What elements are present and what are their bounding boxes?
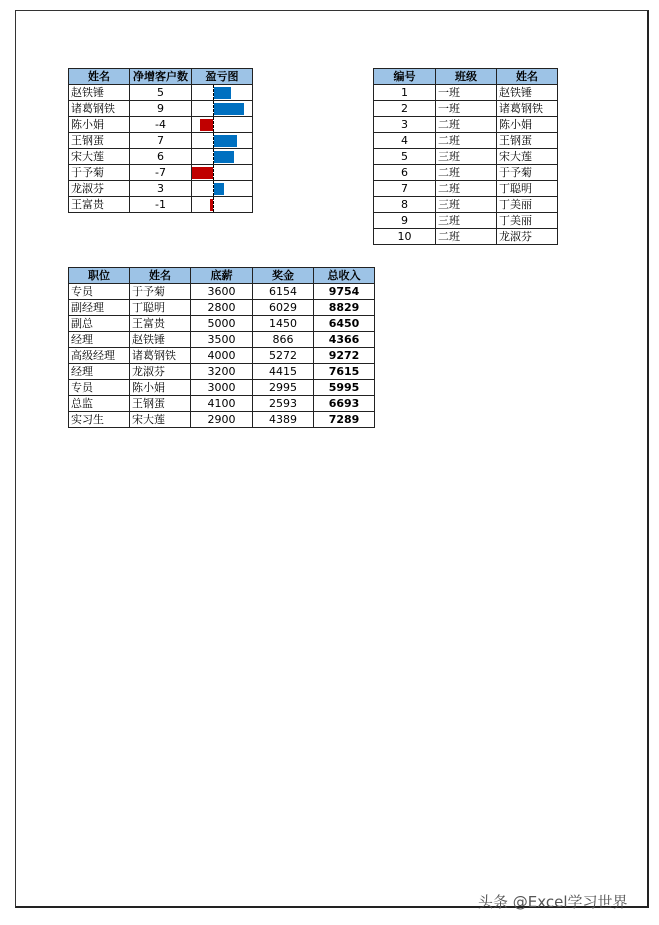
- table-row: [69, 412, 375, 428]
- cell-total-income[interactable]: 8829: [314, 300, 375, 316]
- cell-data-bar[interactable]: [192, 165, 253, 181]
- table-row: [374, 85, 558, 101]
- cell-class[interactable]: 一班: [436, 85, 497, 101]
- table-row: [69, 396, 375, 412]
- table-row: [69, 364, 375, 380]
- table-row: [69, 284, 375, 300]
- bar-axis: [213, 165, 214, 180]
- cell-name[interactable]: 龙淑芬: [497, 229, 558, 245]
- cell-net-customers[interactable]: 5: [130, 85, 192, 101]
- table-row: [374, 197, 558, 213]
- cell-number[interactable]: 10: [374, 229, 436, 245]
- cell-number[interactable]: 3: [374, 117, 436, 133]
- cell-bonus[interactable]: 5272: [253, 348, 314, 364]
- cell-data-bar[interactable]: [192, 117, 253, 133]
- cell-base-salary[interactable]: 3000: [191, 380, 253, 396]
- cell-name[interactable]: 丁聪明: [497, 181, 558, 197]
- cell-name[interactable]: 陈小娟: [497, 117, 558, 133]
- cell-bonus[interactable]: 4415: [253, 364, 314, 380]
- cell-name[interactable]: 于予菊: [69, 165, 130, 181]
- cell-position[interactable]: 副经理: [69, 300, 130, 316]
- cell-name[interactable]: 诸葛钢铁: [130, 348, 191, 364]
- cell-name[interactable]: 龙淑芬: [130, 364, 191, 380]
- cell-class[interactable]: 二班: [436, 133, 497, 149]
- cell-position[interactable]: 实习生: [69, 412, 130, 428]
- bar-negative: [192, 167, 214, 179]
- table-row: [69, 117, 253, 133]
- cell-class[interactable]: 二班: [436, 117, 497, 133]
- table-row: [374, 213, 558, 229]
- cell-name[interactable]: 丁美丽: [497, 197, 558, 213]
- cell-base-salary[interactable]: 3600: [191, 284, 253, 300]
- cell-total-income[interactable]: 5995: [314, 380, 375, 396]
- cell-name[interactable]: 丁聪明: [130, 300, 191, 316]
- cell-name[interactable]: 王富贵: [69, 197, 130, 213]
- cell-position[interactable]: 高级经理: [69, 348, 130, 364]
- table-row: [69, 149, 253, 165]
- cell-total-income[interactable]: 6693: [314, 396, 375, 412]
- cell-bonus[interactable]: 1450: [253, 316, 314, 332]
- header-net-customers[interactable]: 净增客户数: [130, 69, 192, 85]
- cell-number[interactable]: 7: [374, 181, 436, 197]
- cell-name[interactable]: 王钢蛋: [497, 133, 558, 149]
- cell-name[interactable]: 于予菊: [497, 165, 558, 181]
- table-row: [69, 181, 253, 197]
- table-row: [69, 165, 253, 181]
- header-name[interactable]: 姓名: [69, 69, 130, 85]
- cell-name[interactable]: 宋大莲: [497, 149, 558, 165]
- header-profit-loss-chart[interactable]: 盈亏图: [192, 69, 253, 85]
- bar-axis: [213, 197, 214, 212]
- cell-position[interactable]: 专员: [69, 380, 130, 396]
- cell-number[interactable]: 6: [374, 165, 436, 181]
- cell-number[interactable]: 2: [374, 101, 436, 117]
- cell-net-customers[interactable]: 3: [130, 181, 192, 197]
- cell-net-customers[interactable]: -7: [130, 165, 192, 181]
- cell-name[interactable]: 王钢蛋: [130, 396, 191, 412]
- cell-data-bar[interactable]: [192, 85, 253, 101]
- cell-number[interactable]: 1: [374, 85, 436, 101]
- table-header-row: [374, 69, 558, 85]
- cell-total-income[interactable]: 9272: [314, 348, 375, 364]
- cell-class[interactable]: 三班: [436, 213, 497, 229]
- salary-table: [68, 267, 375, 428]
- cell-number[interactable]: 9: [374, 213, 436, 229]
- cell-net-customers[interactable]: -4: [130, 117, 192, 133]
- cell-class[interactable]: 二班: [436, 181, 497, 197]
- table-row: [69, 101, 253, 117]
- table-row: [69, 300, 375, 316]
- bar-positive: [214, 103, 244, 115]
- cell-base-salary[interactable]: 5000: [191, 316, 253, 332]
- header-name[interactable]: 姓名: [130, 268, 191, 284]
- cell-bonus[interactable]: 4389: [253, 412, 314, 428]
- cell-name[interactable]: 赵铁锤: [69, 85, 130, 101]
- table-row: [374, 117, 558, 133]
- cell-position[interactable]: 经理: [69, 364, 130, 380]
- cell-name[interactable]: 诸葛钢铁: [69, 101, 130, 117]
- cell-position[interactable]: 经理: [69, 332, 130, 348]
- cell-net-customers[interactable]: 6: [130, 149, 192, 165]
- table-row: [374, 101, 558, 117]
- table-row: [69, 380, 375, 396]
- class-roster-table: [373, 68, 558, 245]
- cell-name[interactable]: 诸葛钢铁: [497, 101, 558, 117]
- cell-net-customers[interactable]: -1: [130, 197, 192, 213]
- cell-name[interactable]: 宋大莲: [130, 412, 191, 428]
- cell-name[interactable]: 赵铁锤: [497, 85, 558, 101]
- cell-net-customers[interactable]: 7: [130, 133, 192, 149]
- cell-total-income[interactable]: 9754: [314, 284, 375, 300]
- cell-base-salary[interactable]: 2900: [191, 412, 253, 428]
- table-row: [69, 316, 375, 332]
- watermark: 头条 @Excel学习世界: [478, 893, 628, 911]
- header-number[interactable]: 编号: [374, 69, 436, 85]
- cell-base-salary[interactable]: 3500: [191, 332, 253, 348]
- table-header-row: [69, 69, 253, 85]
- bar-positive: [214, 87, 231, 99]
- cell-name[interactable]: 陈小娟: [130, 380, 191, 396]
- table-header-row: [69, 268, 375, 284]
- bar-positive: [214, 151, 234, 163]
- table-row: [374, 149, 558, 165]
- cell-base-salary[interactable]: 3200: [191, 364, 253, 380]
- header-class[interactable]: 班级: [436, 69, 497, 85]
- cell-class[interactable]: 三班: [436, 149, 497, 165]
- customer-growth-table: [68, 68, 253, 213]
- cell-name[interactable]: 赵铁锤: [130, 332, 191, 348]
- cell-name[interactable]: 宋大莲: [69, 149, 130, 165]
- table-row: [69, 197, 253, 213]
- cell-class[interactable]: 一班: [436, 101, 497, 117]
- cell-base-salary[interactable]: 4100: [191, 396, 253, 412]
- cell-class[interactable]: 二班: [436, 229, 497, 245]
- cell-data-bar[interactable]: [192, 101, 253, 117]
- table-row: [69, 133, 253, 149]
- cell-name[interactable]: 于予菊: [130, 284, 191, 300]
- header-position[interactable]: 职位: [69, 268, 130, 284]
- table-row: [374, 165, 558, 181]
- header-name[interactable]: 姓名: [497, 69, 558, 85]
- bar-negative: [200, 119, 213, 131]
- cell-bonus[interactable]: 2593: [253, 396, 314, 412]
- bar-negative: [210, 199, 213, 211]
- cell-number[interactable]: 4: [374, 133, 436, 149]
- cell-base-salary[interactable]: 4000: [191, 348, 253, 364]
- cell-name[interactable]: 龙淑芬: [69, 181, 130, 197]
- cell-name[interactable]: 丁美丽: [497, 213, 558, 229]
- header-total-income[interactable]: 总收入: [314, 268, 375, 284]
- cell-net-customers[interactable]: 9: [130, 101, 192, 117]
- cell-number[interactable]: 8: [374, 197, 436, 213]
- table-row: [374, 229, 558, 245]
- cell-name[interactable]: 王钢蛋: [69, 133, 130, 149]
- cell-position[interactable]: 副总: [69, 316, 130, 332]
- table-row: [69, 332, 375, 348]
- cell-data-bar[interactable]: [192, 133, 253, 149]
- header-base-salary[interactable]: 底薪: [191, 268, 253, 284]
- cell-position[interactable]: 专员: [69, 284, 130, 300]
- table-row: [374, 181, 558, 197]
- cell-number[interactable]: 5: [374, 149, 436, 165]
- cell-bonus[interactable]: 6154: [253, 284, 314, 300]
- table-row: [374, 133, 558, 149]
- cell-data-bar[interactable]: [192, 149, 253, 165]
- cell-class[interactable]: 二班: [436, 165, 497, 181]
- table-row: [69, 85, 253, 101]
- table-row: [69, 348, 375, 364]
- cell-bonus[interactable]: 2995: [253, 380, 314, 396]
- cell-class[interactable]: 三班: [436, 197, 497, 213]
- cell-total-income[interactable]: 4366: [314, 332, 375, 348]
- cell-bonus[interactable]: 6029: [253, 300, 314, 316]
- cell-base-salary[interactable]: 2800: [191, 300, 253, 316]
- header-bonus[interactable]: 奖金: [253, 268, 314, 284]
- bar-positive: [214, 183, 224, 195]
- cell-bonus[interactable]: 866: [253, 332, 314, 348]
- cell-name[interactable]: 王富贵: [130, 316, 191, 332]
- cell-position[interactable]: 总监: [69, 396, 130, 412]
- cell-total-income[interactable]: 7615: [314, 364, 375, 380]
- bar-axis: [213, 117, 214, 132]
- cell-total-income[interactable]: 6450: [314, 316, 375, 332]
- cell-name[interactable]: 陈小娟: [69, 117, 130, 133]
- cell-data-bar[interactable]: [192, 181, 253, 197]
- cell-data-bar[interactable]: [192, 197, 253, 213]
- cell-total-income[interactable]: 7289: [314, 412, 375, 428]
- bar-positive: [214, 135, 237, 147]
